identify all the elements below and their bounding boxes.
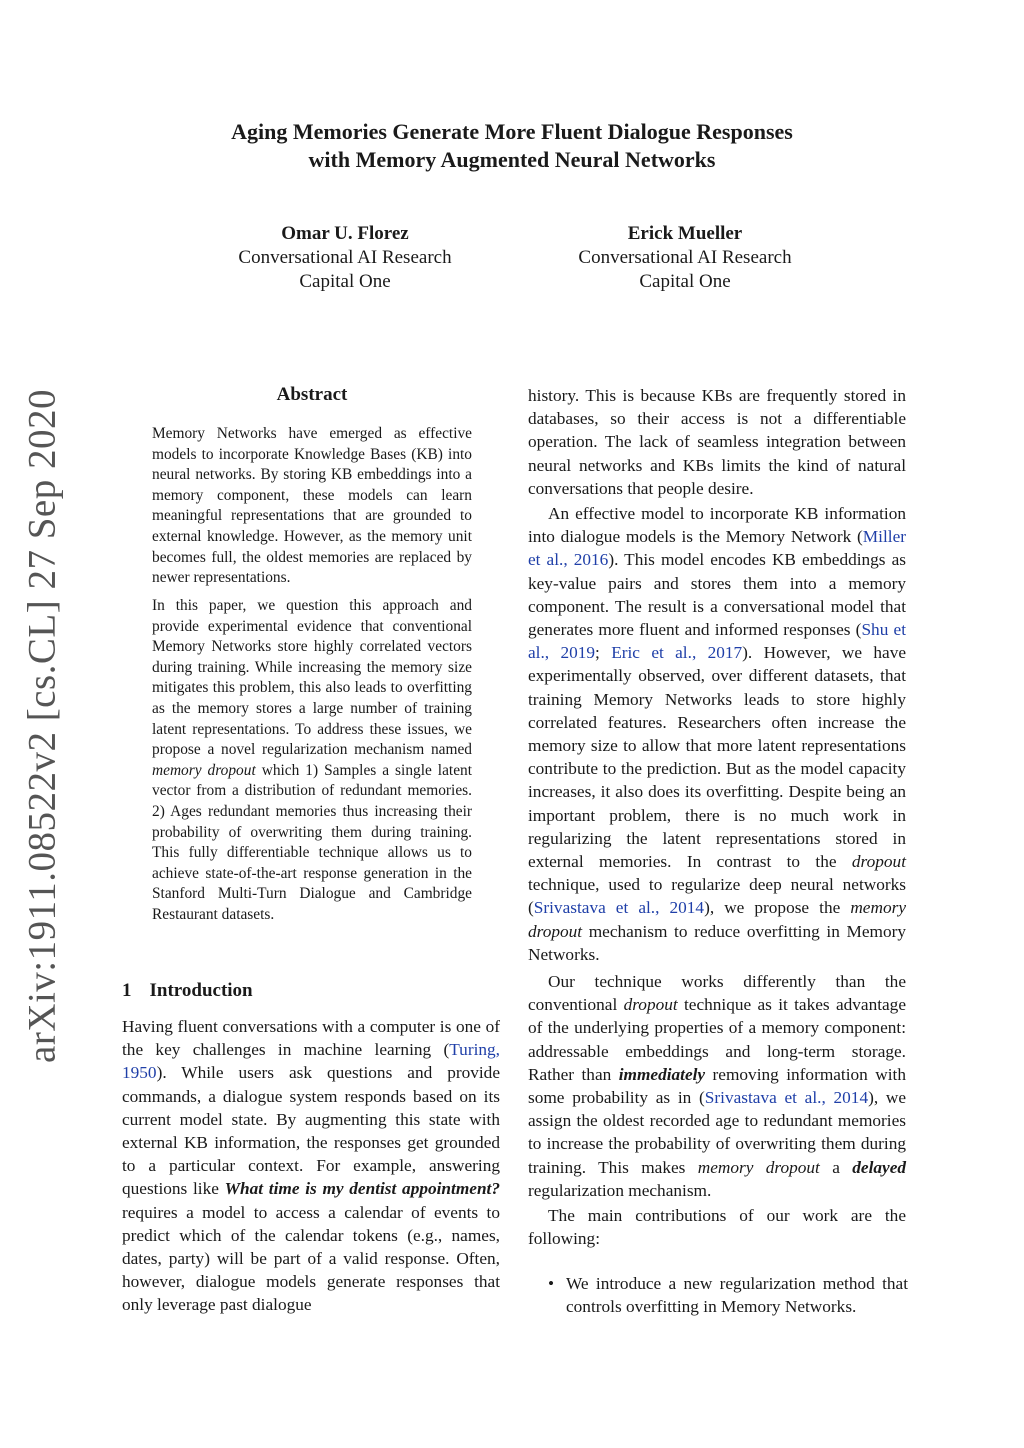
text-run: ), we propose the (704, 898, 851, 918)
citation-author: Shu et al. (528, 620, 906, 663)
text-run: ). While users ask questions and provide commands, a dialogue system responds based on its current model state. By augmenting this state with external KB information, the responses get grounded to a particular context. For example, answering questions like (122, 1063, 500, 1199)
bold-italic-question: What time is my dentist appointment? (224, 1179, 500, 1199)
emphasis: dropout (623, 995, 678, 1015)
text-run: An effective model to incorporate KB information into dialogue models is the Memory Network ( (528, 504, 906, 547)
citation-author: Turing (449, 1040, 496, 1060)
abstract-paragraph-1: Memory Networks have emerged as effective models to incorporate Knowledge Bases (KB) into neural networks. By storing KB embeddings into a memory component, these models can learn meaningful representations that are grounded to external knowledge. However, as the memory unit becomes full, the oldest memories are replaced by newer representations. (152, 425, 472, 587)
section-heading-introduction (122, 980, 253, 1002)
citation-author: Miller et al. (528, 527, 906, 570)
text-run: mechanism to reduce overfitting in Memory Networks. (528, 921, 906, 964)
author-name: Omar U. Florez (281, 223, 409, 244)
text-run: Our technique works differently than the conventional (528, 972, 906, 1015)
citation-sep: , (821, 1088, 834, 1108)
citation-author: Eric et al. (611, 643, 692, 663)
right-paragraph-1: history. This is because KBs are frequently stored in databases, so their access is not a differentiable operation. The lack of seamless integration between neural networks and KBs limits the kind of natural conversations that people desire. (528, 386, 906, 498)
intro-paragraph-1 (122, 1015, 500, 1317)
citation-year: 2016 (573, 550, 609, 570)
author-org: Capital One (639, 271, 731, 292)
citation-link[interactable] (534, 898, 704, 917)
text-run: Having fluent conversations with a computer is one of the key challenges in machine learning ( (122, 1017, 500, 1060)
arxiv-id: arXiv:1911.08522v2 [cs.CL] 27 Sep 2020 (20, 389, 64, 1063)
bold-italic: delayed (852, 1157, 906, 1177)
abstract-paragraph-2 (152, 596, 472, 926)
text-run: ), we assign the oldest recorded age to redundant memories to increase the probability of overwriting them during training. This makes (528, 1088, 907, 1177)
text-run: In this paper, we question this approach and provide experimental evidence that conventional Memory Networks store highly correlated vectors during training. While increasing the memory size mitigates this problem, this also leads to overfitting as the memory stores a large number of training latent representations. To address these issues, we propose a novel regularization mechanism named (152, 597, 472, 759)
citation-year: 2017 (707, 643, 743, 663)
emphasis: dropout (851, 852, 906, 872)
text-run: regularization mechanism. (528, 1180, 712, 1200)
citation-year: 2019 (560, 643, 596, 663)
citation-year: 1950 (122, 1063, 157, 1083)
citation-link[interactable] (705, 1088, 868, 1107)
author-affiliation: Conversational AI Research (578, 247, 792, 268)
citation-sep: , (655, 898, 670, 918)
citation-author: Srivastava et al. (533, 898, 656, 918)
emphasis: memory dropout (152, 761, 256, 779)
section-title: Introduction (149, 980, 253, 1001)
citation-link[interactable] (611, 643, 742, 662)
text-run: requires a model to access a calendar of events to predict which of the calendar tokens (e.g., names, dates, party) will be part of a valid response. Often, however, dialogue models generate responses that only leverage past dialogue (122, 1202, 500, 1315)
paper-title (0, 118, 1024, 174)
author-affiliation: Conversational AI Research (238, 247, 452, 268)
citation-sep: , (495, 1040, 500, 1060)
citation-sep: , (544, 643, 561, 663)
citation-sep: , (563, 550, 574, 570)
author-block-2 (535, 222, 835, 294)
bold-italic: immediately (618, 1064, 706, 1084)
right-paragraph-4: The main contributions of our work are the following: (528, 1206, 906, 1249)
bullet-icon: • (548, 1274, 555, 1293)
text-run: ). However, we have experimentally observed, over different datasets, that training Memory Networks leads to store highly correlated features. Researchers often increase the memory size to allow that more latent representations contribute to the prediction. But as the model capacity increases, it also does its overfitting. Despite being an important problem, there is no much work in regularizing the latent representations stored in external memories. In contrast to the (528, 643, 907, 872)
citation-sep: , (691, 643, 708, 663)
text-run: technique, used to regularize deep neural networks ( (528, 875, 906, 918)
title-line-2: with Memory Augmented Neural Networks (308, 147, 716, 172)
abstract-heading: Abstract (276, 384, 348, 405)
author-name: Erick Mueller (627, 223, 743, 244)
section-number: 1 (122, 980, 132, 1001)
right-paragraph-3 (528, 970, 906, 1202)
citation-author: Srivastava et al. (704, 1088, 822, 1108)
right-paragraph-2 (528, 502, 906, 966)
emphasis: memory dropout (528, 898, 906, 941)
text-run: a (819, 1157, 853, 1177)
text-run: removing information with some probability as in ( (528, 1064, 906, 1108)
text-run: which 1) Samples a single latent vector from a distribution of redundant memories. 2) Ages redundant memories thus increasing their probability of overwriting them during training. This fully differentiable technique allows us to achieve state-of-the-art response generation in the Stanford Multi-Turn Dialogue and Cambridge Restaurant datasets. (152, 761, 472, 923)
text-run: ; (595, 643, 612, 663)
emphasis: memory dropout (697, 1157, 820, 1177)
text-run: ). This model encodes KB embeddings as key-value pairs and stores them into a memory component. The result is a conversational model that generates more fluent and informed responses ( (528, 550, 906, 640)
author-org: Capital One (299, 271, 391, 292)
text-run: technique as it takes advantage of the underlying properties of a memory component: addressable embeddings and long-term storage. Rather than (528, 995, 906, 1084)
citation-year: 2014 (833, 1088, 869, 1108)
bullet-text: We introduce a new regularization method that controls overfitting in Memory Networks. (566, 1274, 908, 1317)
citation-year: 2014 (669, 898, 705, 918)
author-block-1 (195, 222, 495, 294)
title-line-1: Aging Memories Generate More Fluent Dialogue Responses (231, 119, 793, 144)
